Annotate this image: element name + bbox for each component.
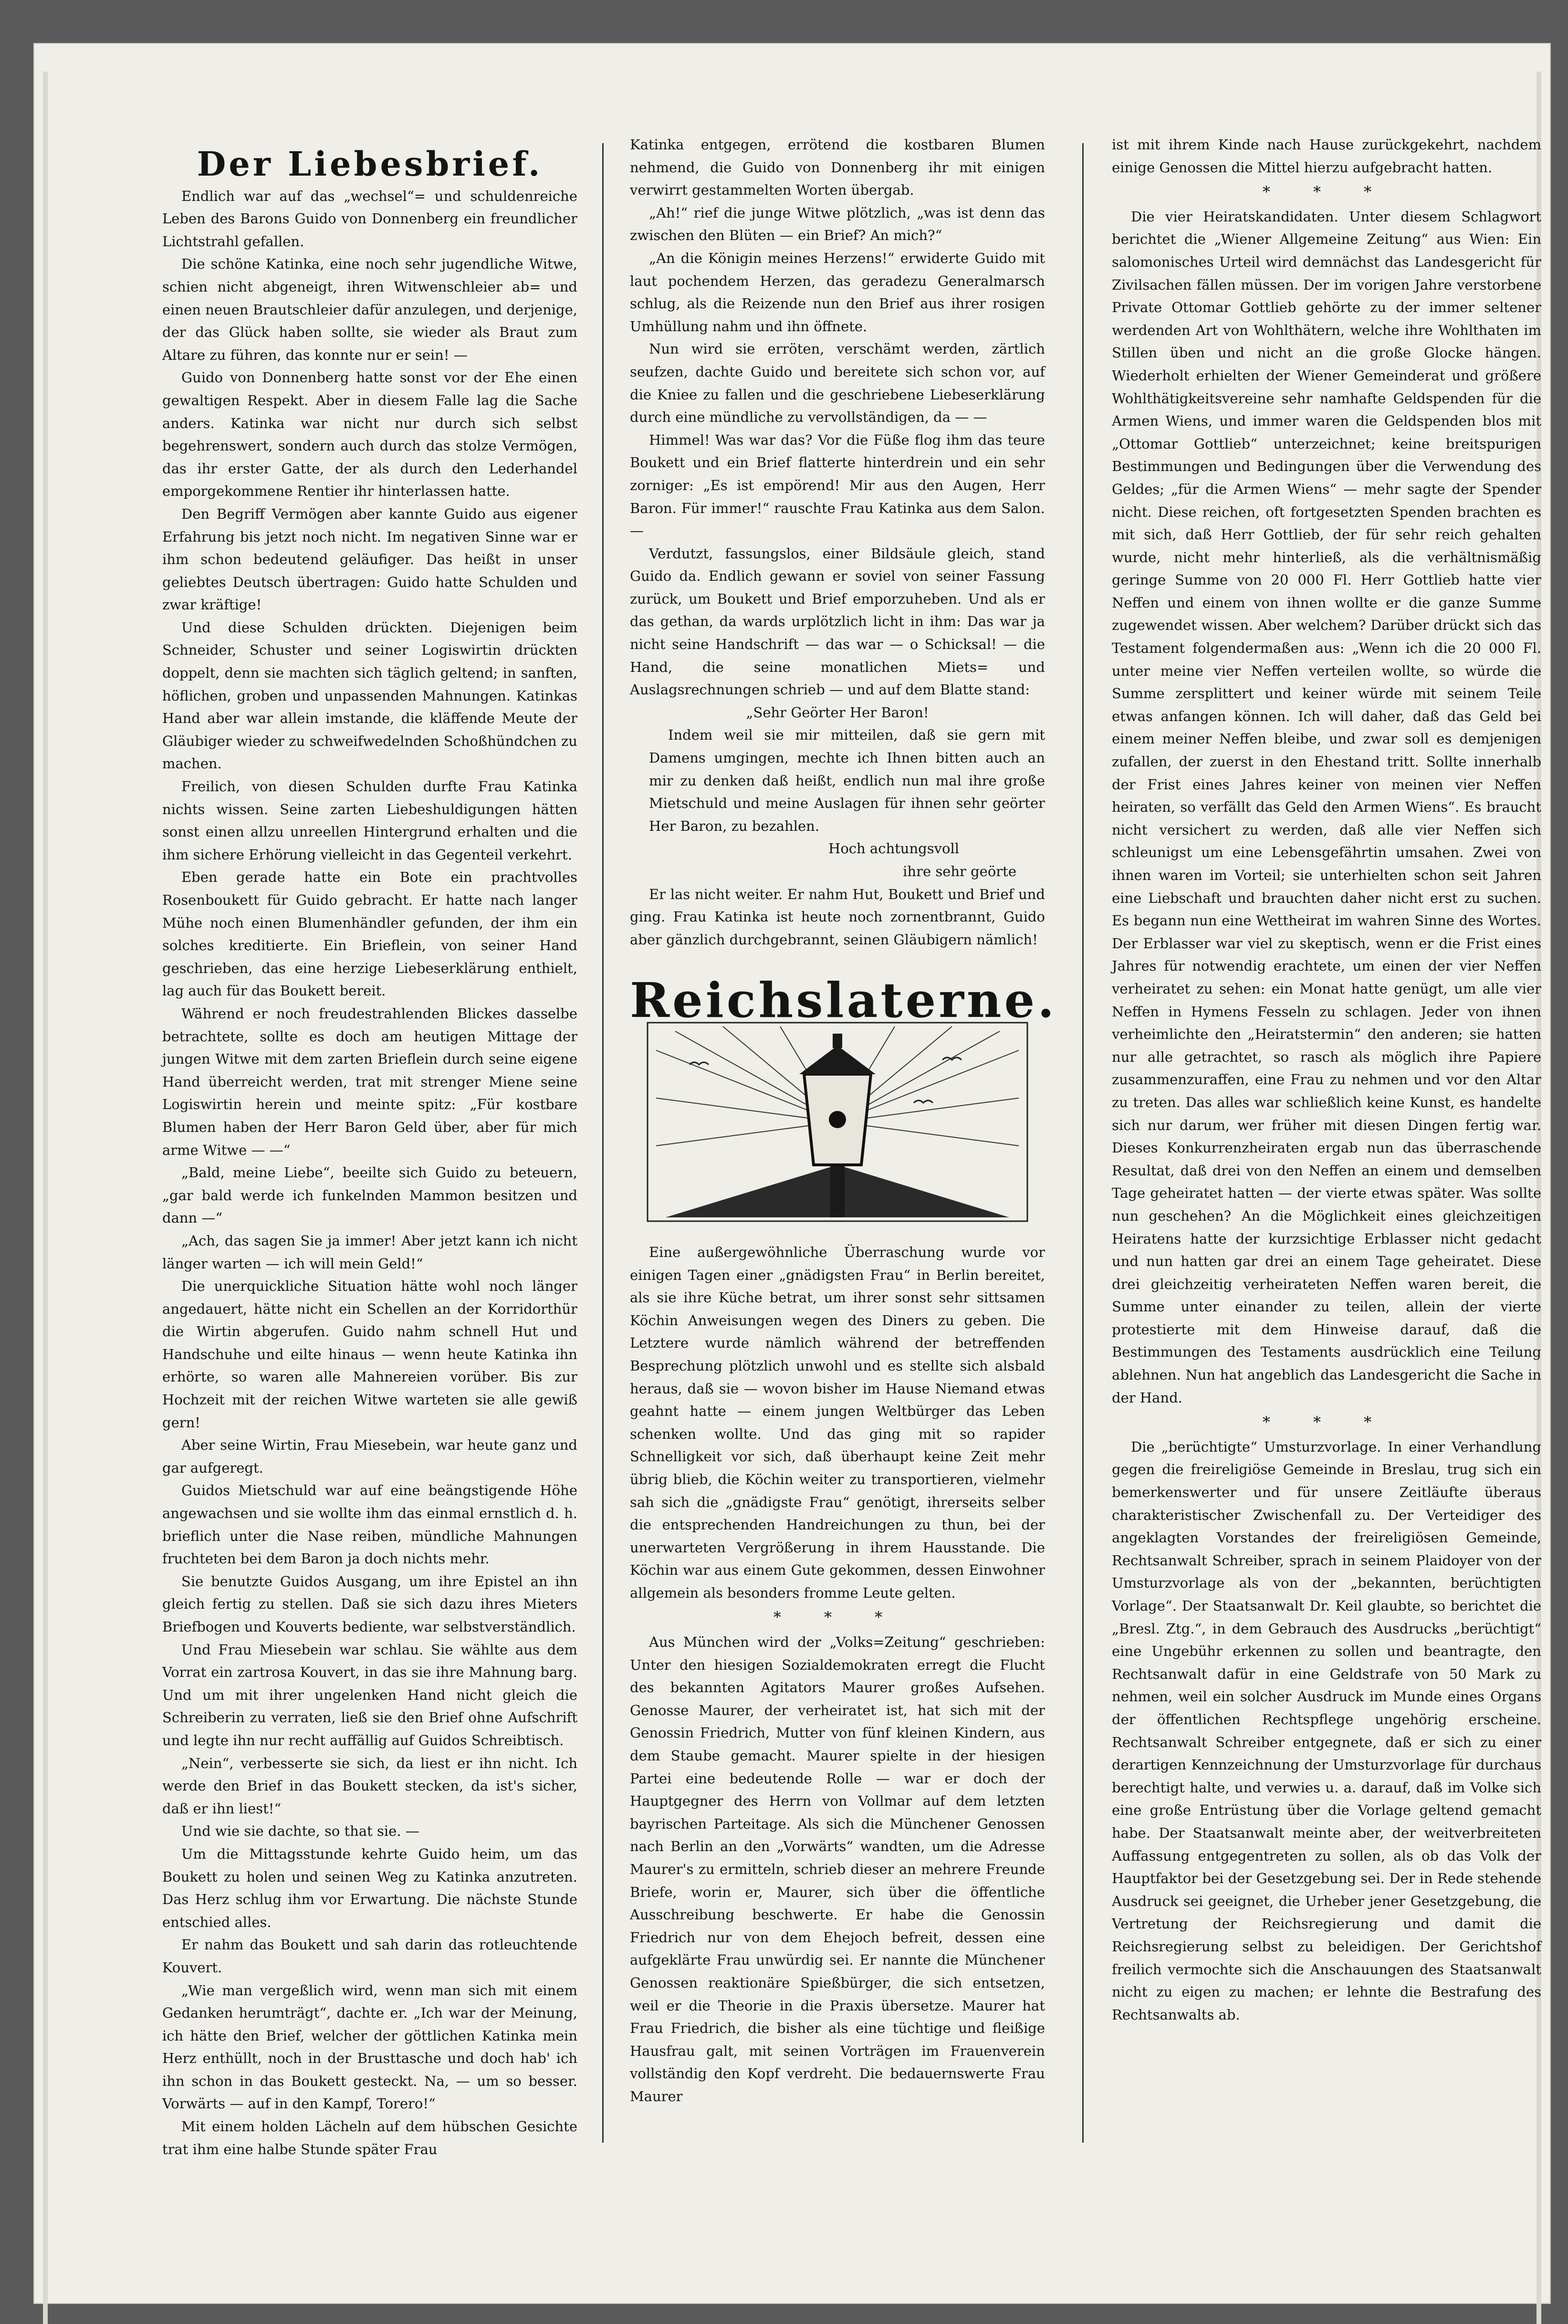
bird-3 [914,1100,933,1103]
section-separator: * * * [1262,183,1391,201]
section-separator: * * * [1262,1413,1391,1432]
paragraph: ist mit ihrem Kinde nach Hause zurückgekehrt, nachdem einige Genossen die Mittel hierzu aufgebracht hatten. [1112,136,1541,176]
paragraph: Er nahm das Boukett und sah darin das rotleuchtende Kouvert. [162,1937,577,1976]
paragraph: Verdutzt, fassungslos, einer Bildsäule gleich, stand Guido da. Endlich gewann er soviel von seiner Fassung zurück, um Boukett und Brief emporzuheben. Und als er das gethan, da wards urplötzlich licht in ihm: Das war ja nicht seine Handschrift — das war — o Schicksal! — die Hand, die seine monatlichen Miets= und Auslagsrechnungen schrieb — und auf dem Blatte stand: [630,545,1045,698]
article-title-liebesbrief: Der Liebesbrief. [197,144,543,184]
paragraph: Eine außergewöhnliche Überraschung wurde vor einigen Tagen einer „gnädigsten Frau“ in Berlin bereitet, als sie ihre Küche betrat, um ihrer sonst sehr sittsamen Köchin Anweisungen wegen des Diners zu geben. Die Letztere wurde nämlich während der betreffenden Besprechung plötzlich unwohl und es stellte sich alsbald heraus, daß sie — wovon bisher im Hause Niemand etwas geahnt hatte — einem jungen Weltbürger das Leben schenken wollte. Und das ging mit so rapider Schnelligkeit vor sich, daß überhaupt keine Zeit mehr übrig blieb, die Köchin weiter zu transportieren, vielmehr sah sich die „gnädigste Frau“ genötigt, ihrerseits selber die entsprechenden Handreichungen zu thun, bei der unerwarteten Vergrößerung in ihrem Hausstande. Die Köchin war aus einem Gute gekommen, dessen Einwohner allgemein als besonders fromme Leute gelten. [630,1244,1045,1601]
lantern-roof [799,1046,876,1074]
paragraph: Endlich war auf das „wechsel“= und schuldenreiche Leben des Barons Guido von Donnenberg ein freundlicher Lichtstrahl gefallen. [162,188,577,250]
page-edge-left [43,72,48,2324]
column-1 [162,134,577,2161]
paragraph: Die „berüchtigte“ Umsturzvorlage. In einer Verhandlung gegen die freireligiöse Gemeinde in Breslau, trug sich ein bemerkenswerter und für unsere Zeitläufte überaus charakteristischer Zwischenfall zu. Der Verteidiger des angeklagten Vorstandes der freireligiösen Gemeinde, Rechtsanwalt Schreiber, sprach in seinem Plaidoyer von der Umsturzvorlage als von der „bekannten, berüchtigten Vorlage“. Der Staatsanwalt Dr. Keil glaubte, so berichtet die „Bresl. Ztg.“, in dem Gebrauch des Ausdrucks „berüchtigt“ eine Ungebühr erkennen zu sollen und beantragte, den Rechtsanwalt dafür in eine Geldstrafe von 50 Mark zu nehmen, weil ein solcher Ausdruck im Munde eines Organs der öffentlichen Rechtspflege ungehörig erscheine. Rechtsanwalt Schreiber entgegnete, daß er sich zu einer derartigen Kennzeichnung der Umsturzvorlage für durchaus berechtigt halte, und verwies u. a. darauf, daß im Volke sich eine große Entrüstung über die Vorlage geltend gemacht habe. Der Staatsanwalt meinte aber, der weitverbreiteten Auffassung entgegentreten zu sollen, als ob das Volk der Hauptfaktor bei der Gesetzgebung sei. Der in Rede stehende Ausdruck sei geeignet, die Urheber jener Gesetzgebung, die Vertretung der Reichsregierung und damit die Reichsregierung selbst zu beleidigen. Der Gerichtshof freilich vermochte sich die Anschauungen des Staatsanwalt nicht zu eigen zu machen; er lehnte die Bestrafung des Rechtsanwalts ab. [1112,1438,1541,2023]
lantern-top [833,1034,842,1048]
column-3 [1112,134,1541,2026]
paragraph: Und wie sie dachte, so that sie. — [181,1823,419,1840]
paragraph: Guido von Donnenberg hatte sonst vor der Ehe einen gewaltigen Respekt. Aber in diesem Falle lag die Sache anders. Katinka war nicht nur durch sich selbst begehrenswert, sondern auch durch das stolze Vermögen, das ihr erster Gatte, der als durch den Lederhandel emporgekommene Rentier ihr hinterlassen hatte. [162,369,577,500]
paragraph: „Bald, meine Liebe“, beeilte sich Guido zu beteuern, „gar bald werde ich funkelnden Mammon besitzen und dann —“ [162,1164,577,1226]
paragraph: Während er noch freudestrahlenden Blickes dasselbe betrachtete, sollte es doch am heutigen Mittage der jungen Witwe mit dem zarten Brieflein durch seine eigene Hand überreicht werden, trat mit strenger Miene seine Logiswirtin herein und meinte spitz: „Für kostbare Blumen haben der Herr Baron Geld über, aber für mich arme Witwe — —“ [162,1005,577,1158]
paragraph: „Ach, das sagen Sie ja immer! Aber jetzt kann ich nicht länger warten — ich will mein Geld!“ [162,1232,577,1272]
column-2 [630,134,1057,2108]
paragraph: Himmel! Was war das? Vor die Füße flog ihm das teure Boukett und ein Brief flatterte hinterdrein und ein sehr zorniger: „Es ist empörend! Mir aus den Augen, Herr Baron. Für immer!“ rauschte Frau Katinka aus dem Salon. — [630,431,1045,539]
paragraph: Eben gerade hatte ein Bote ein prachtvolles Rosenboukett für Guido gebracht. Er hatte nach langer Mühe noch einen Blumenhändler gefunden, der ihm ein solches kreditierte. Ein Brieflein, von seiner Hand geschrieben, das eine herzige Liebeserklärung enthielt, lag auch für das Boukett bereit. [162,869,577,999]
paragraph: Nun wird sie erröten, verschämt werden, zärtlich seufzen, dachte Guido und bereitete sich schon vor, auf die Kniee zu fallen und die geschriebene Liebeserklärung durch eine mündliche zu vervollständigen, da — — [630,341,1045,426]
paragraph: Sie benutzte Guidos Ausgang, um ihre Epistel an ihn gleich fertig zu stellen. Daß sie sich dazu ihres Mieters Briefbogen und Kouverts bediente, war selbstverständlich. [162,1573,577,1635]
paragraph: Den Begriff Vermögen aber kannte Guido aus eigener Erfahrung bis jetzt noch nicht. Im negativen Sinne war er ihm schon bedeutend geläufiger. Das heißt in unser geliebtes Deutsch übertragen: Guido hatte Schulden und zwar kräftige! [162,505,577,613]
paragraph: Um die Mittagsstunde kehrte Guido heim, um das Boukett zu holen und seinen Weg zu Katinka anzutreten. Das Herz schlug ihm vor Erwartung. Die nächste Stunde entschied alles. [162,1845,577,1930]
paragraph: Und diese Schulden drückten. Diejenigen beim Schneider, Schuster und seiner Logiswirtin drückten doppelt, denn sie machten sich täglich geltend; in sanften, höflichen, groben und unpassenden Mahnungen. Katinkas Hand aber war allein imstande, die kläffende Meute der Gläubiger wieder zu schweifwedelnden Schoßhündchen zu machen. [162,619,577,772]
letter-closing: Hoch achtungsvoll [828,840,959,857]
lantern-post [830,1165,845,1217]
paragraph: Die schöne Katinka, eine noch sehr jugendliche Witwe, schien nicht abgeneigt, ihren Witwenschleier ab= und einen neuen Brautschleier dafür anzulegen, und derjenige, der das Glück haben sollte, sie wieder als Braut zum Altare zu führen, das konnte nur er sein! — [162,256,577,363]
paragraph: „Wie man vergeßlich wird, wenn man sich mit einem Gedanken herumträgt“, dachte er. „Ich war der Meinung, ich hätte den Brief, welcher der göttlichen Katinka mein Herz enthüllt, noch in der Brusttasche und doch hab' ich ihn schon in das Boukett gesteckt. Na, — um so besser. Vorwärts — auf in den Kampf, Torero!“ [162,1982,577,2112]
paragraph: Freilich, von diesen Schulden durfte Frau Katinka nichts wissen. Seine zarten Liebeshuldigungen hätten sonst einen allzu unreellen Hintergrund erhalten und die ihm sichere Erhörung vielleicht in das Gegenteil verkehrt. [162,778,577,863]
letter-body: Indem weil sie mir mitteilen, daß sie gern mit Damens umgingen, mechte ich Ihnen bitten auch an mir zu denken daß heißt, endlich nun mal ihre große Mietschuld und meine Auslagen für ihnen sehr geörter Her Baron, zu bezahlen. [649,727,1045,834]
paragraph: Aber seine Wirtin, Frau Miesebein, war heute ganz und gar aufgeregt. [162,1437,577,1476]
letter-signature: ihre sehr geörte [903,863,1016,879]
paragraph: „Ah!“ rief die junge Witwe plötzlich, „was ist denn das zwischen den Blüten — ein Brief? An mich?“ [630,204,1045,244]
letter-salutation: „Sehr Geörter Her Baron! [746,704,929,721]
paragraph: „Nein“, verbesserte sie sich, da liest er ihn nicht. Ich werde den Brief in das Boukett stecken, da ist's sicher, daß er ihn liest!“ [162,1755,577,1817]
paragraph: Aus München wird der „Volks=Zeitung“ geschrieben: Unter den hiesigen Sozialdemokraten erregt die Flucht des bekannten Agitators Maurer großes Aufsehen. Genosse Maurer, der verheiratet ist, hat sich mit der Genossin Friedrich, Mutter von fünf kleinen Kindern, aus dem Staube gemacht. Maurer spielte in der hiesigen Partei eine bedeutende Rolle — war er doch der Hauptgegner des Herrn von Vollmar auf dem letzten bayrischen Parteitage. Als sich die Münchener Genossen nach Berlin an den „Vorwärts“ wandten, um die Adresse Maurer's zu ermitteln, schrieb dieser an mehrere Freunde Briefe, worin er, Maurer, sich über die öffentliche Ausschreibung beschwerte. Er habe die Genossin Friedrich nur von dem Ehejoch befreit, dessen eine aufgeklärte Frau unwürdig sei. Er nannte die Münchener Genossen reaktionäre Spießbürger, die sich entsetzen, weil er die Theorie in die Praxis übersetze. Maurer hat Frau Friedrich, die bisher als eine tüchtige und fleißige Hausfrau galt, mit seinen Vorträgen im Frauenverein vollständig den Kopf verdreht. Die bedauernswerte Frau Maurer [630,1634,1045,2104]
paragraph: Guidos Mietschuld war auf eine beängstigende Höhe angewachsen und sie wollte ihm das einmal ernstlich d. h. brieflich unter die Nase reiben, mündliche Mahnungen fruchteten bei dem Baron ja doch nichts mehr. [162,1482,577,1567]
paragraph: Und Frau Miesebein war schlau. Sie wählte aus dem Vorrat ein zartrosa Kouvert, in das sie ihre Mahnung barg. Und um mit ihrer ungelenken Hand nicht gleich die Schreiberin zu verraten, ließ sie den Brief ohne Aufschrift und legte ihn nur recht auffällig auf Guidos Schreibtisch. [162,1641,577,1748]
lantern-illustration [647,1022,1028,1222]
paragraph: Die unerquickliche Situation hätte wohl noch länger angedauert, hätte nicht ein Schellen an der Korridorthür die Wirtin abgerufen. Guido nahm schnell Hut und Handschuhe und eilte hinaus — wenn heute Katinka ihn erhörte, so waren alle Mahnereien vorüber. Bis zur Hochzeit mit der reichen Witwe warteten sie alle gewiß gern! [162,1278,577,1431]
paragraph: „An die Königin meines Herzens!“ erwiderte Guido mit laut pochendem Herzen, das geradezu Generalmarsch schlug, als die Reizende nun den Brief aus ihrer rosigen Umhüllung nahm und ihn öffnete. [630,250,1045,335]
paragraph: Die vier Heiratskandidaten. Unter diesem Schlagwort berichtet die „Wiener Allgemeine Zeitung“ aus Wien: Ein salomonisches Urteil wird demnächst das Landesgericht für Zivilsachen fällen müssen. Der im vorigen Jahre verstorbene Private Ottomar Gottlieb gehörte zu der immer seltener werdenden Art von Wohlthätern, welche ihre Wohlthaten im Stillen üben und nicht an die große Glocke hängen. Wiederholt erhielten der Wiener Gemeinderat und größere Wohlthätigkeitsvereine sehr namhafte Geldspenden für die Armen Wiens, und immer waren die Geldspenden blos mit „Ottomar Gottlieb“ unterzeichnet; keine breitspurigen Bestimmungen und Bedingungen über die Verwendung des Geldes; „für die Armen Wiens“ — mehr sagte der Spender nicht. Diese reichen, oft fortgesetzten Spenden brachten es mit sich, daß Herr Gottlieb, der für sehr reich gehalten wurde, nicht mehr hinterließ, als die verhältnismäßig geringe Summe von 20 000 Fl. Herr Gottlieb hatte vier Neffen und einem von ihnen wollte er die ganze Summe zugewendet wissen. Aber welchem? Darüber drückt sich das Testament folgendermaßen aus: „Wenn ich die 20 000 Fl. unter meine vier Neffen verteilen wollte, so würde die Summe zersplittert und keiner würde mit seinem Teile etwas anfangen können. Ich will daher, daß das Geld bei einem meiner Neffen bleibe, und zwar soll es demjenigen zufallen, der zuerst in den Ehestand tritt. Sollte innerhalb der Frist eines Jahres keiner von meinen vier Neffen heiraten, so verfällt das Geld den Armen Wiens“. Es braucht nicht versichert zu werden, daß alle vier Neffen sich schleunigst um eine Lebensgefährtin umsahen. Zwei von ihnen waren im Vorteil; sie unterhielten schon seit Jahren eine Liebschaft und brauchten daher nicht erst zu suchen. Es begann nun eine Wettheirat im wahren Sinne des Wortes. Der Erblasser war viel zu skeptisch, wenn er die Frist eines Jahres für notwendig erachtete, um einen der vier Neffen verheiratet zu sehen: ein Monat hatte genügt, um alle vier Neffen in Hymens Fesseln zu schlagen. Jeder von ihnen verheimlichte den „Heiratstermin“ den anderen; sie hatten nur alle getrachtet, so rasch als möglich ihre Papiere zusammenzuraffen, eine Frau zu nehmen und vor den Altar zu treten. Das alles war schließlich keine Kunst, es handelte sich nur darum, wer früher mit diesen Dingen fertig war. Dieses Konkurrenzheiraten ergab nun das überraschende Resultat, daß drei von den Neffen an einem und demselben Tage geheiratet hatten — der vierte etwas später. Was sollte nun geschehen? An die Möglichkeit eines gleichzeitigen Heiratens hatte der kurzsichtige Erblasser nicht gedacht und nun hatten gar drei an einem Tage geheiratet. Diese drei gleichzeitig verheirateten Neffen waren bereit, die Summe unter einander zu teilen, allein der vierte protestierte mit dem Hinweise darauf, daß die Bestimmungen des Testaments ausdrücklich eine Teilung ablehnen. Nun hat angeblich das Landesgericht die Sache in der Hand. [1112,208,1541,1406]
paragraph: Katinka entgegen, errötend die kostbaren Blumen nehmend, die Guido von Donnenberg ihr mit einigen verwirrt gestammelten Worten übergab. [630,136,1045,199]
article-title-reichslaterne: Reichslaterne. [630,972,1057,1029]
paragraph: Er las nicht weiter. Er nahm Hut, Boukett und Brief und ging. Frau Katinka ist heute noch zornentbrannt, Guido aber gänzlich durchgebrannt, seinen Gläubigern nämlich! [630,886,1045,948]
section-separator: * * * [773,1608,902,1627]
paragraph: Mit einem holden Lächeln auf dem hübschen Gesichte trat ihm eine halbe Stunde später Frau [162,2118,577,2157]
column-rule-2 [1082,143,1084,2143]
column-rule-1 [602,143,604,2143]
lantern-flame [829,1111,846,1128]
